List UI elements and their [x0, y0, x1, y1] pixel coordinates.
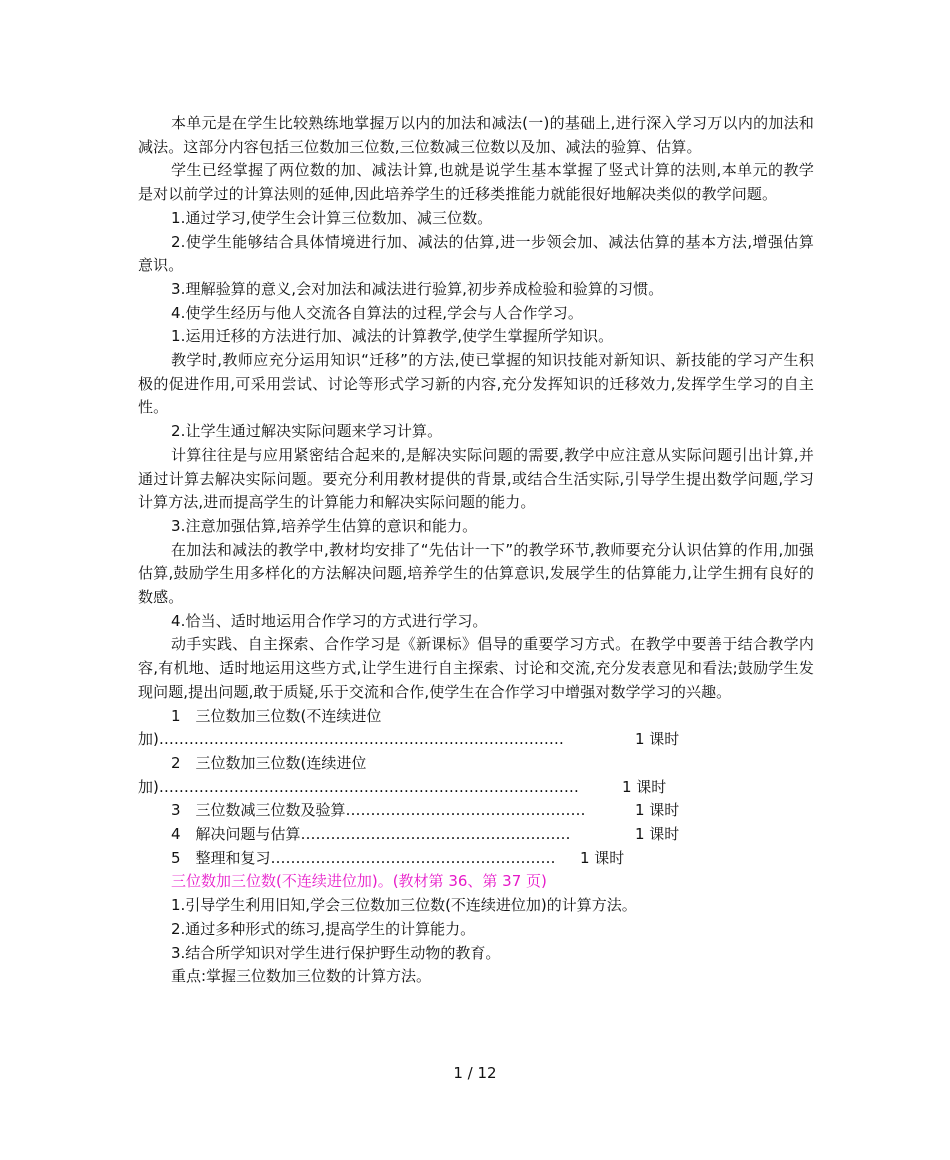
page-number: 1 / 12 — [453, 1064, 497, 1082]
schedule-item-hours: 1 课时 — [635, 825, 680, 844]
schedule-item-hours: 1 课时 — [622, 777, 667, 796]
schedule-item-title: 3 三位数减三位数及验算………………………………………… — [171, 801, 586, 820]
suggestion-3: 3.注意加强估算,培养学生估算的意识和能力。 — [171, 516, 478, 535]
goal-2: 2.使学生能够结合具体情境进行加、减法的估算,进一步领会加、减法估算的基本方法,增强估算意识。 — [138, 232, 814, 275]
schedule-item-title: 1 三位数加三位数(不连续进位 — [171, 706, 382, 725]
suggestion-3-text: 在加法和减法的教学中,教材均安排了“先估计一下”的教学环节,教师要充分认识估算的作用,加强估算,鼓励学生用多样化的方法解决问题,培养学生的估算意识,发展学生的估算能力,让学生拥有良好的数感。 — [138, 540, 814, 607]
lesson-goal-3: 3.结合所学知识对学生进行保护野生动物的教育。 — [171, 943, 501, 962]
schedule-item-title: 2 三位数加三位数(连续进位 — [171, 753, 367, 772]
document-body — [138, 112, 814, 989]
schedule-item-hours: 1 课时 — [580, 848, 625, 867]
schedule-item — [138, 823, 814, 847]
schedule-item-hours: 1 课时 — [635, 730, 680, 749]
goal-4: 4.使学生经历与他人交流各自算法的过程,学会与人合作学习。 — [171, 303, 583, 322]
schedule-item — [138, 799, 814, 823]
suggestion-2-text: 计算往往是与应用紧密结合起来的,是解决实际问题的需要,教学中应注意从实际问题引出计算,并通过计算去解决实际问题。要充分利用教材提供的背景,或结合生活实际,引导学生提出数学问题,学习计算方法,进而提高学生的计算能力和解决实际问题的能力。 — [138, 445, 814, 512]
suggestion-1: 1.运用迁移的方法进行加、减法的计算教学,使学生掌握所学知识。 — [171, 327, 614, 346]
background-paragraph: 学生已经掌握了两位数的加、减法计算,也就是说学生基本掌握了竖式计算的法则,本单元的教学是对以前学过的计算法则的延伸,因此培养学生的迁移类推能力就能很好地解决类似的教学问题。 — [138, 161, 814, 204]
schedule-list — [138, 705, 814, 871]
schedule-item-cont — [138, 776, 814, 800]
suggestion-4-text: 动手实践、自主探索、合作学习是《新课标》倡导的重要学习方式。在教学中要善于结合教学内容,有机地、适时地运用这些方式,让学生进行自主探索、讨论和交流,充分发表意见和看法;鼓励学生发现问题,提出问题,敢于质疑,乐于交流和合作,使学生在合作学习中增强对数学学习的兴趣。 — [138, 635, 814, 701]
schedule-item-leader: 加)……………………………………………………………………… — [138, 730, 564, 749]
goal-3: 3.理解验算的意义,会对加法和减法进行验算,初步养成检验和验算的习惯。 — [171, 279, 664, 298]
goal-1: 1.通过学习,使学生会计算三位数加、减三位数。 — [171, 208, 493, 227]
schedule-item-cont — [138, 728, 814, 752]
suggestion-2: 2.让学生通过解决实际问题来学习计算。 — [171, 422, 443, 441]
schedule-item — [138, 847, 814, 871]
lesson-title: 三位数加三位数(不连续进位加)。(教材第 36、第 37 页) — [171, 872, 547, 891]
lesson-goal-1: 1.引导学生利用旧知,学会三位数加三位数(不连续进位加)的计算方法。 — [171, 896, 637, 915]
schedule-item-hours: 1 课时 — [635, 801, 680, 820]
schedule-item-title: 5 整理和复习………………………………………………… — [171, 848, 556, 867]
schedule-item — [138, 752, 814, 776]
suggestion-1-text: 教学时,教师应充分运用知识“迁移”的方法,使已掌握的知识技能对新知识、新技能的学习产生积极的促进作用,可采用尝试、讨论等形式学习新的内容,充分发挥知识的迁移效力,发挥学生学习的自主性。 — [138, 351, 814, 417]
suggestion-4: 4.恰当、适时地运用合作学习的方式进行学习。 — [171, 611, 488, 630]
intro-paragraph: 本单元是在学生比较熟练地掌握万以内的加法和减法(一)的基础上,进行深入学习万以内的加法和减法。这部分内容包括三位数加三位数,三位数减三位数以及加、减法的验算、估算。 — [138, 114, 814, 156]
schedule-item-title: 4 解决问题与估算……………………………………………… — [171, 825, 571, 844]
lesson-goal-2: 2.通过多种形式的练习,提高学生的计算能力。 — [171, 919, 476, 938]
schedule-item — [138, 705, 814, 729]
lesson-key-point: 重点:掌握三位数加三位数的计算方法。 — [171, 967, 432, 986]
schedule-item-leader: 加)………………………………………………………………………… — [138, 777, 579, 796]
